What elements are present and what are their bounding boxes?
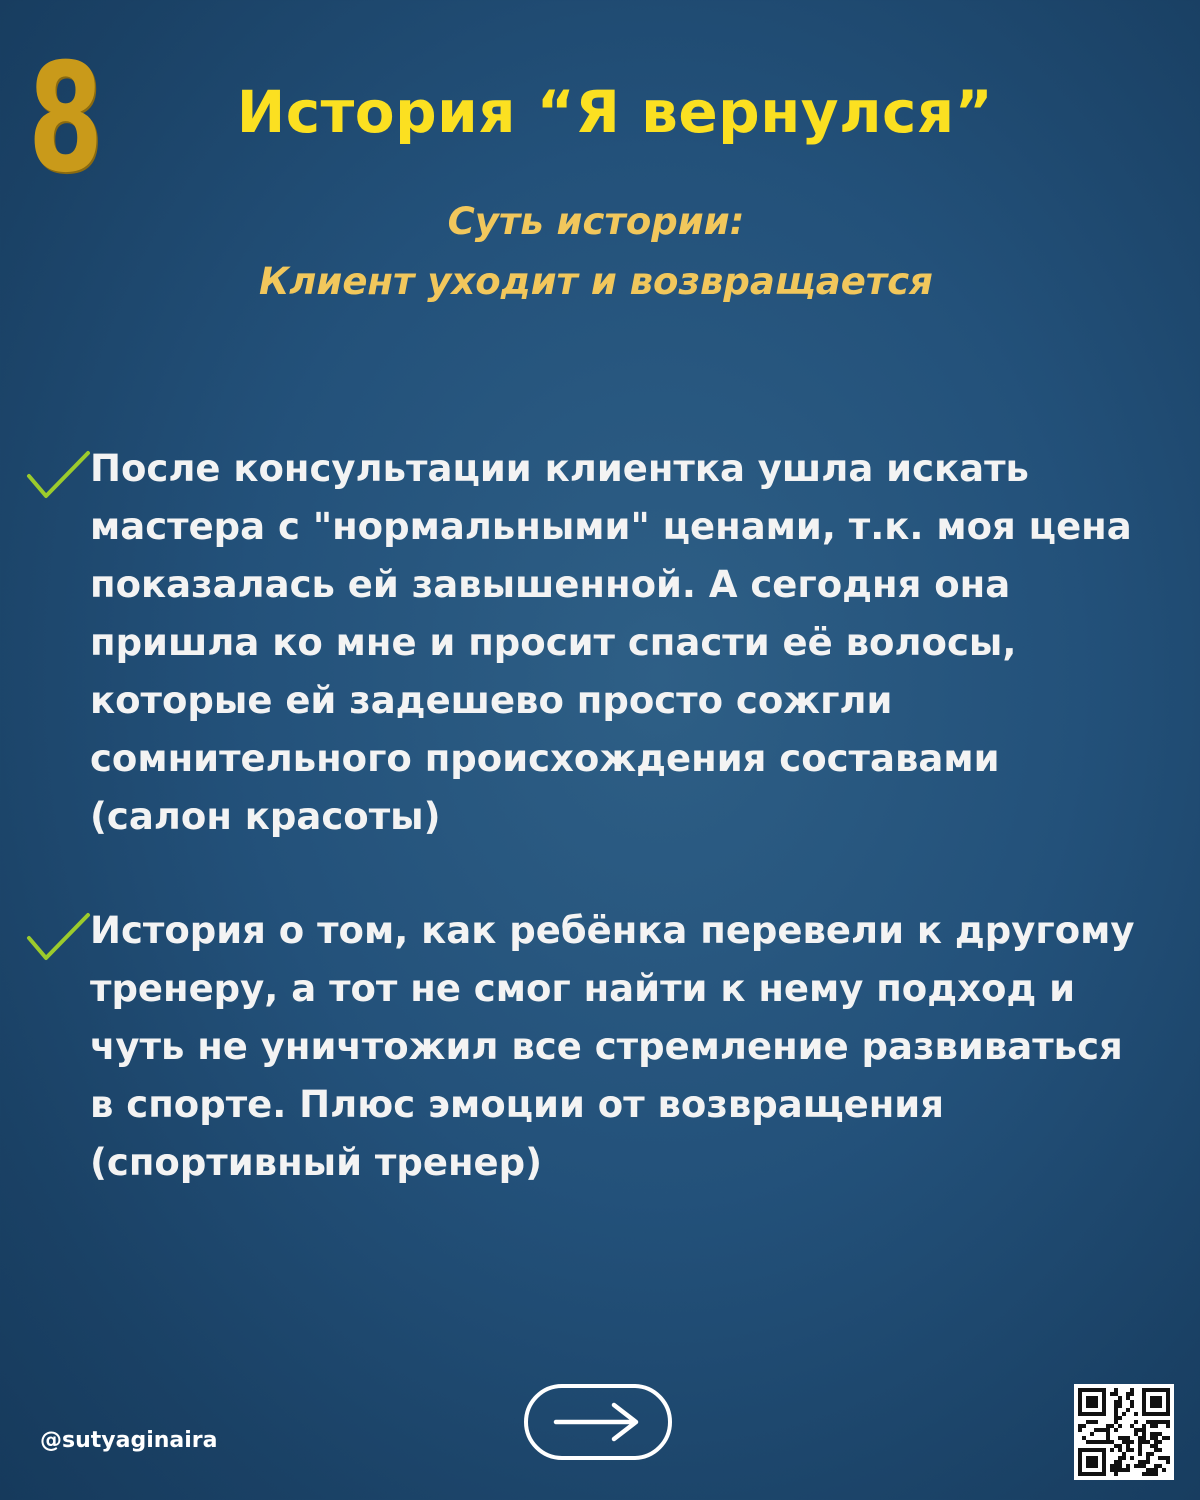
slide-number: 8 (28, 32, 104, 206)
qr-code-icon[interactable] (1074, 1384, 1174, 1480)
next-slide-button[interactable] (524, 1384, 672, 1460)
list-item-text: История о том, как ребёнка перевели к другому тренеру, а тот не смог найти к нему подход и чуть не уничтожил все стремление развиваться в спорте. Плюс эмоции от возвращения (спортивный тренер) (90, 909, 1135, 1184)
slide-title: История “Я вернулся” (236, 78, 994, 146)
checkmark-icon (26, 912, 92, 964)
subtitle-line-1: Суть истории: (447, 200, 745, 243)
author-handle[interactable]: @sutyaginaira (40, 1428, 218, 1453)
list-item-text: После консультации клиентка ушла искать мастера с "нормальными" ценами, т.к. моя цена показалась ей завышенной. А сегодня она пришла ко мне и просит спасти её волосы, которые ей задешево просто сожгли сомнительного происхождения составами (салон красоты) (90, 447, 1132, 838)
checkmark-icon (26, 450, 92, 502)
arrow-right-icon (548, 1400, 648, 1444)
subtitle-line-2: Клиент уходит и возвращается (259, 260, 933, 303)
